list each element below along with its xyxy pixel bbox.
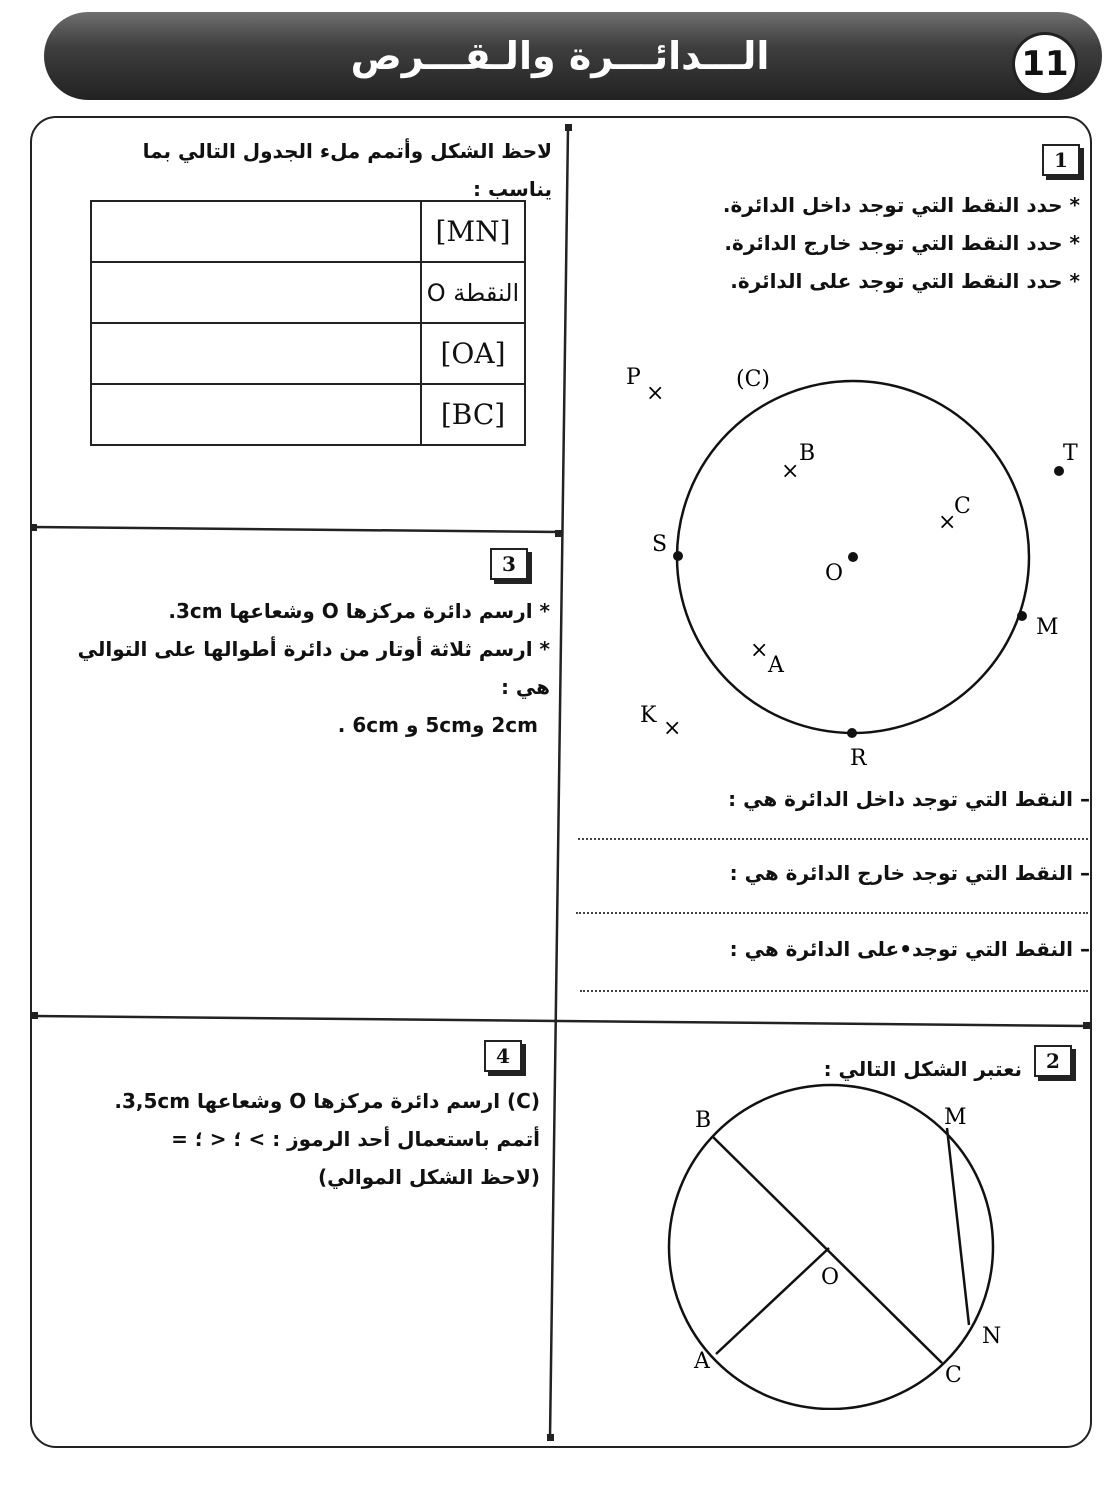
answer-inside-line[interactable]	[578, 838, 1088, 840]
instruction-on: * حدد النقط التي توجد على الدائرة.	[730, 269, 1080, 293]
table-cell-label: النقطة O	[421, 262, 525, 323]
answer-outside: – النقط التي توجد خارج الدائرة هي :	[729, 861, 1090, 885]
answer-outside-line[interactable]	[576, 912, 1088, 914]
point-b-label: B	[799, 441, 816, 466]
point-c-cross: ×	[938, 510, 957, 535]
fill-table	[90, 200, 526, 446]
point-b-label: B	[695, 1108, 712, 1133]
exercise-1-number: 1	[1042, 144, 1080, 176]
point-o-label: O	[821, 1265, 840, 1290]
exercise-4-number: 4	[484, 1040, 522, 1072]
exercise-4-line-2: أتمم باستعمال أحد الرموز : > ؛ < ؛ =	[171, 1127, 540, 1151]
point-b-cross: ×	[781, 459, 800, 484]
point-a-label: A	[768, 653, 784, 678]
instruction-outside: * حدد النقط التي توجد خارج الدائرة.	[724, 231, 1080, 255]
page-title: الـــدائـــرة والـقـــرص	[350, 34, 770, 78]
table-row	[91, 201, 525, 262]
answer-on: – النقط التي توجد•على الدائرة هي :	[729, 937, 1090, 961]
table-row	[91, 323, 525, 384]
table-cell-label: [OA]	[421, 323, 525, 384]
circle-label: (C)	[736, 367, 770, 392]
point-r-dot	[847, 728, 857, 738]
point-t-label: T	[1063, 441, 1078, 466]
point-m-dot	[1017, 611, 1027, 621]
table-cell-answer[interactable]	[91, 201, 421, 262]
point-m-label: M	[944, 1105, 967, 1130]
exercise-3-line-1: * ارسم دائرة مركزها O وشعاعها 3cm.	[168, 599, 550, 623]
table-row	[91, 384, 525, 445]
exercise-3-line-3: 2cm و5cm و 6cm .	[337, 713, 538, 737]
point-c-label: C	[945, 1363, 962, 1388]
answer-on-line[interactable]	[580, 990, 1088, 992]
circle	[669, 1085, 993, 1409]
point-s-label: S	[652, 532, 668, 557]
point-n-label: N	[982, 1324, 1002, 1349]
answer-inside: – النقط التي توجد داخل الدائرة هي :	[728, 787, 1090, 811]
point-m-label: M	[1036, 615, 1059, 640]
exercise-3-line-2: * ارسم ثلاثة أوتار من دائرة أطوالها على التوالي هي :	[77, 637, 550, 699]
point-o-label: O	[825, 561, 844, 586]
chapter-number-badge: 11	[1012, 32, 1078, 96]
exercise-2-figure	[640, 1080, 1060, 1410]
exercise-2-instruction: نعتبر الشكل التالي :	[823, 1057, 1022, 1081]
table-instruction: لاحظ الشكل وأتمم ملء الجدول التالي بما يناسب :	[142, 139, 552, 201]
exercise-4-line-3: (لاحظ الشكل الموالي)	[317, 1165, 540, 1189]
exercise-1-instructions	[600, 186, 1080, 300]
table-cell-label: [MN]	[421, 201, 525, 262]
table-cell-answer[interactable]	[91, 384, 421, 445]
point-r-label: R	[850, 746, 867, 771]
point-s-dot	[673, 551, 683, 561]
table-row	[91, 262, 525, 323]
table-cell-answer[interactable]	[91, 262, 421, 323]
table-cell-answer[interactable]	[91, 323, 421, 384]
point-o-dot	[848, 552, 858, 562]
point-t-dot	[1054, 466, 1064, 476]
exercise-4-line-1: (C) ارسم دائرة مركزها O وشعاعها 3,5cm.	[114, 1089, 540, 1113]
point-k-cross: ×	[663, 716, 682, 741]
point-a-label: A	[694, 1349, 710, 1374]
exercise-2-number: 2	[1034, 1045, 1072, 1077]
exercise-3-number: 3	[490, 548, 528, 580]
point-c-label: C	[954, 494, 971, 519]
point-p-cross: ×	[646, 381, 665, 406]
exercise-3-text	[60, 592, 550, 744]
radius-oa	[716, 1248, 829, 1354]
point-k-label: K	[640, 703, 657, 728]
exercise-4-text	[100, 1082, 540, 1196]
point-a-cross: ×	[750, 638, 769, 663]
exercise-1-figure	[580, 350, 1100, 780]
table-cell-label: [BC]	[421, 384, 525, 445]
point-p-label: P	[626, 365, 641, 390]
instruction-inside: * حدد النقط التي توجد داخل الدائرة.	[722, 193, 1080, 217]
